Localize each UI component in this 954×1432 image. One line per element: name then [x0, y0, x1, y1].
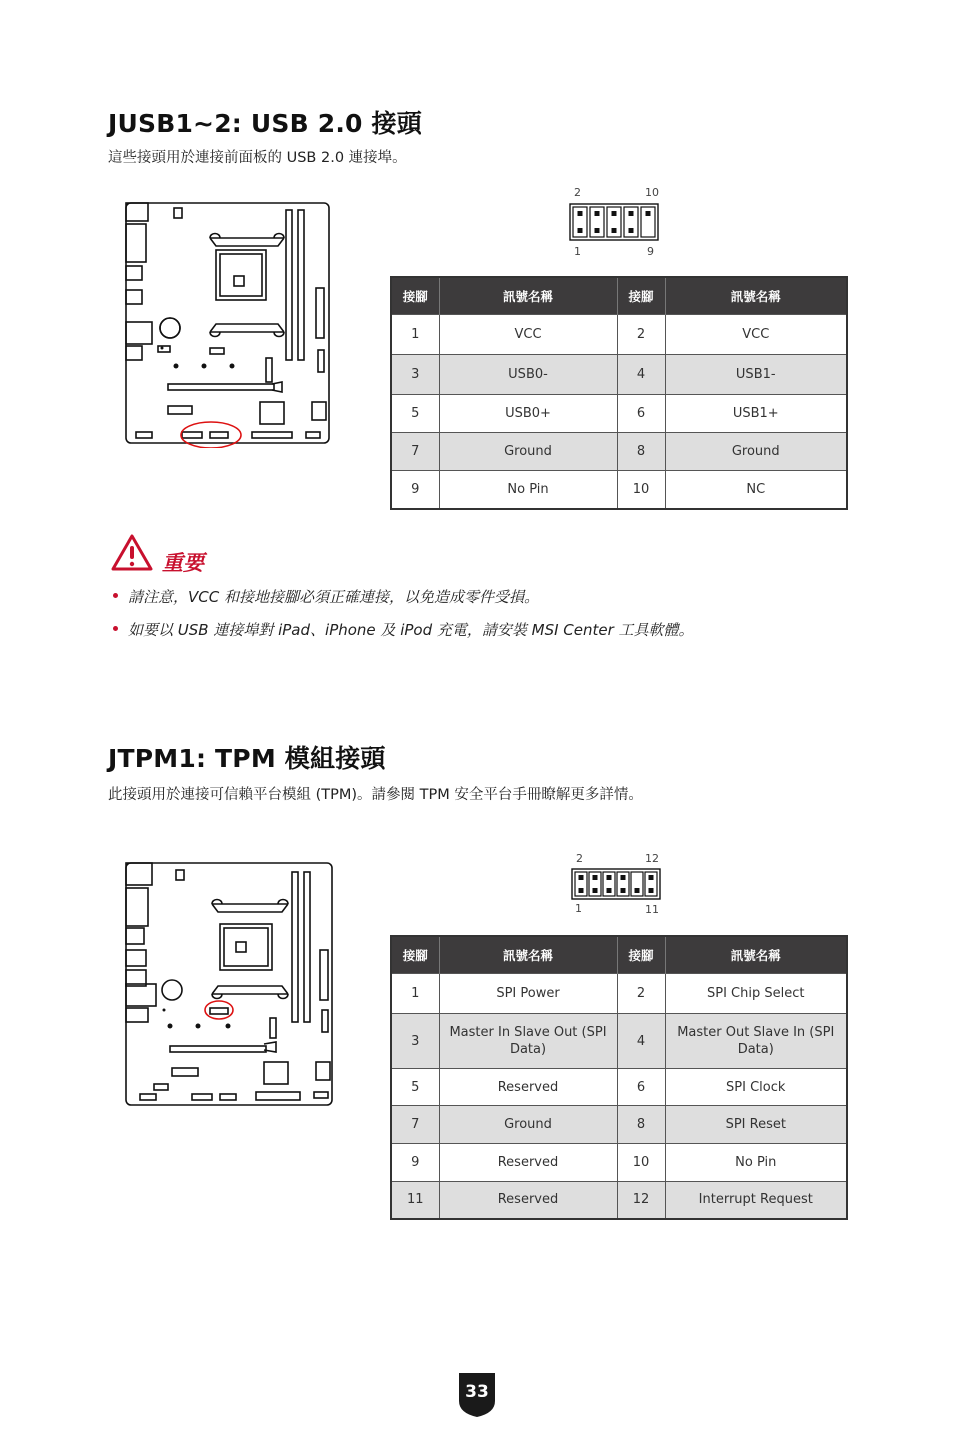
section2-description: 此接頭用於連接可信賴平台模組 (TPM)。請參閱 TPM 安全平台手冊瞭解更多詳情。	[108, 787, 643, 803]
pin-cell: 3	[391, 1014, 439, 1069]
pin-cell: 10	[617, 1144, 665, 1182]
table-header-signal: 訊號名稱	[439, 936, 617, 974]
signal-cell: VCC	[439, 315, 617, 355]
table-row	[391, 395, 847, 433]
pin-cell: 1	[391, 974, 439, 1014]
pin-cell: 8	[617, 433, 665, 471]
table-row	[391, 315, 847, 355]
bullet-dot	[113, 593, 118, 598]
pin-cell: 7	[391, 433, 439, 471]
tpm-pin-table	[390, 935, 848, 1220]
table-row	[391, 1144, 847, 1182]
important-bullet	[113, 619, 694, 640]
pin-cell: 6	[617, 395, 665, 433]
bullet-text: 如要以 USB 連接埠對 iPad、iPhone 及 iPod 充電，請安裝 MSI Center 工具軟體。	[128, 621, 694, 639]
important-bullet	[113, 586, 539, 607]
signal-cell: SPI Chip Select	[665, 974, 847, 1014]
section1-title: JUSB1~2: USB 2.0 接頭	[108, 109, 422, 138]
signal-cell: USB0+	[439, 395, 617, 433]
table-header-signal: 訊號名稱	[665, 936, 847, 974]
table-row	[391, 471, 847, 509]
pin-cell: 6	[617, 1069, 665, 1106]
pin-cell: 7	[391, 1106, 439, 1144]
section2-title: JTPM1: TPM 模組接頭	[108, 744, 386, 773]
pin-label-top-left: 2	[574, 186, 581, 199]
signal-cell: Master Out Slave In (SPI Data)	[665, 1014, 847, 1069]
pin-label-bottom-left: 1	[575, 902, 582, 915]
motherboard-diagram-tpm	[118, 858, 338, 1110]
warning-icon	[110, 533, 154, 573]
table-header-pin: 接腳	[391, 936, 439, 974]
signal-cell: Ground	[439, 433, 617, 471]
table-row	[391, 974, 847, 1014]
pin-cell: 4	[617, 355, 665, 395]
signal-cell: Master In Slave Out (SPI Data)	[439, 1014, 617, 1069]
signal-cell: SPI Power	[439, 974, 617, 1014]
usb-header-pin-diagram	[569, 203, 659, 241]
pin-label-bottom-left: 1	[574, 245, 581, 258]
table-row	[391, 1106, 847, 1144]
signal-cell: Reserved	[439, 1144, 617, 1182]
signal-cell: Ground	[439, 1106, 617, 1144]
table-row	[391, 433, 847, 471]
table-header-pin: 接腳	[617, 277, 665, 315]
pin-cell: 8	[617, 1106, 665, 1144]
pin-cell: 12	[617, 1182, 665, 1219]
table-row	[391, 355, 847, 395]
pin-cell: 10	[617, 471, 665, 509]
table-row	[391, 1069, 847, 1106]
table-header-signal: 訊號名稱	[439, 277, 617, 315]
pin-cell: 5	[391, 1069, 439, 1106]
signal-cell: Reserved	[439, 1069, 617, 1106]
pin-cell: 2	[617, 315, 665, 355]
table-header-signal: 訊號名稱	[665, 277, 847, 315]
signal-cell: USB0-	[439, 355, 617, 395]
signal-cell: SPI Reset	[665, 1106, 847, 1144]
pin-cell: 9	[391, 1144, 439, 1182]
section1-description: 這些接頭用於連接前面板的 USB 2.0 連接埠。	[108, 150, 407, 166]
motherboard-diagram-usb	[118, 198, 336, 448]
bullet-dot	[113, 626, 118, 631]
table-header-pin: 接腳	[391, 277, 439, 315]
bullet-text: 請注意，VCC 和接地接腳必須正確連接，以免造成零件受損。	[128, 588, 539, 606]
table-row	[391, 1014, 847, 1069]
signal-cell: NC	[665, 471, 847, 509]
usb-pin-table	[390, 276, 848, 510]
page-number: 33	[465, 1382, 489, 1402]
signal-cell: USB1-	[665, 355, 847, 395]
signal-cell: USB1+	[665, 395, 847, 433]
signal-cell: Interrupt Request	[665, 1182, 847, 1219]
pin-cell: 3	[391, 355, 439, 395]
pin-label-bottom-right: 11	[645, 903, 659, 916]
pin-cell: 1	[391, 315, 439, 355]
important-title: 重要	[162, 551, 204, 575]
signal-cell: No Pin	[665, 1144, 847, 1182]
signal-cell: Reserved	[439, 1182, 617, 1219]
pin-cell: 9	[391, 471, 439, 509]
table-row	[391, 1182, 847, 1219]
tpm-header-pin-diagram	[571, 868, 661, 900]
signal-cell: No Pin	[439, 471, 617, 509]
signal-cell: Ground	[665, 433, 847, 471]
pin-cell: 4	[617, 1014, 665, 1069]
pin-label-top-right: 10	[645, 186, 659, 199]
pin-cell: 11	[391, 1182, 439, 1219]
pin-cell: 5	[391, 395, 439, 433]
signal-cell: VCC	[665, 315, 847, 355]
pin-label-top-right: 12	[645, 852, 659, 865]
table-header-pin: 接腳	[617, 936, 665, 974]
pin-label-top-left: 2	[576, 852, 583, 865]
pin-cell: 2	[617, 974, 665, 1014]
pin-label-bottom-right: 9	[647, 245, 654, 258]
signal-cell: SPI Clock	[665, 1069, 847, 1106]
